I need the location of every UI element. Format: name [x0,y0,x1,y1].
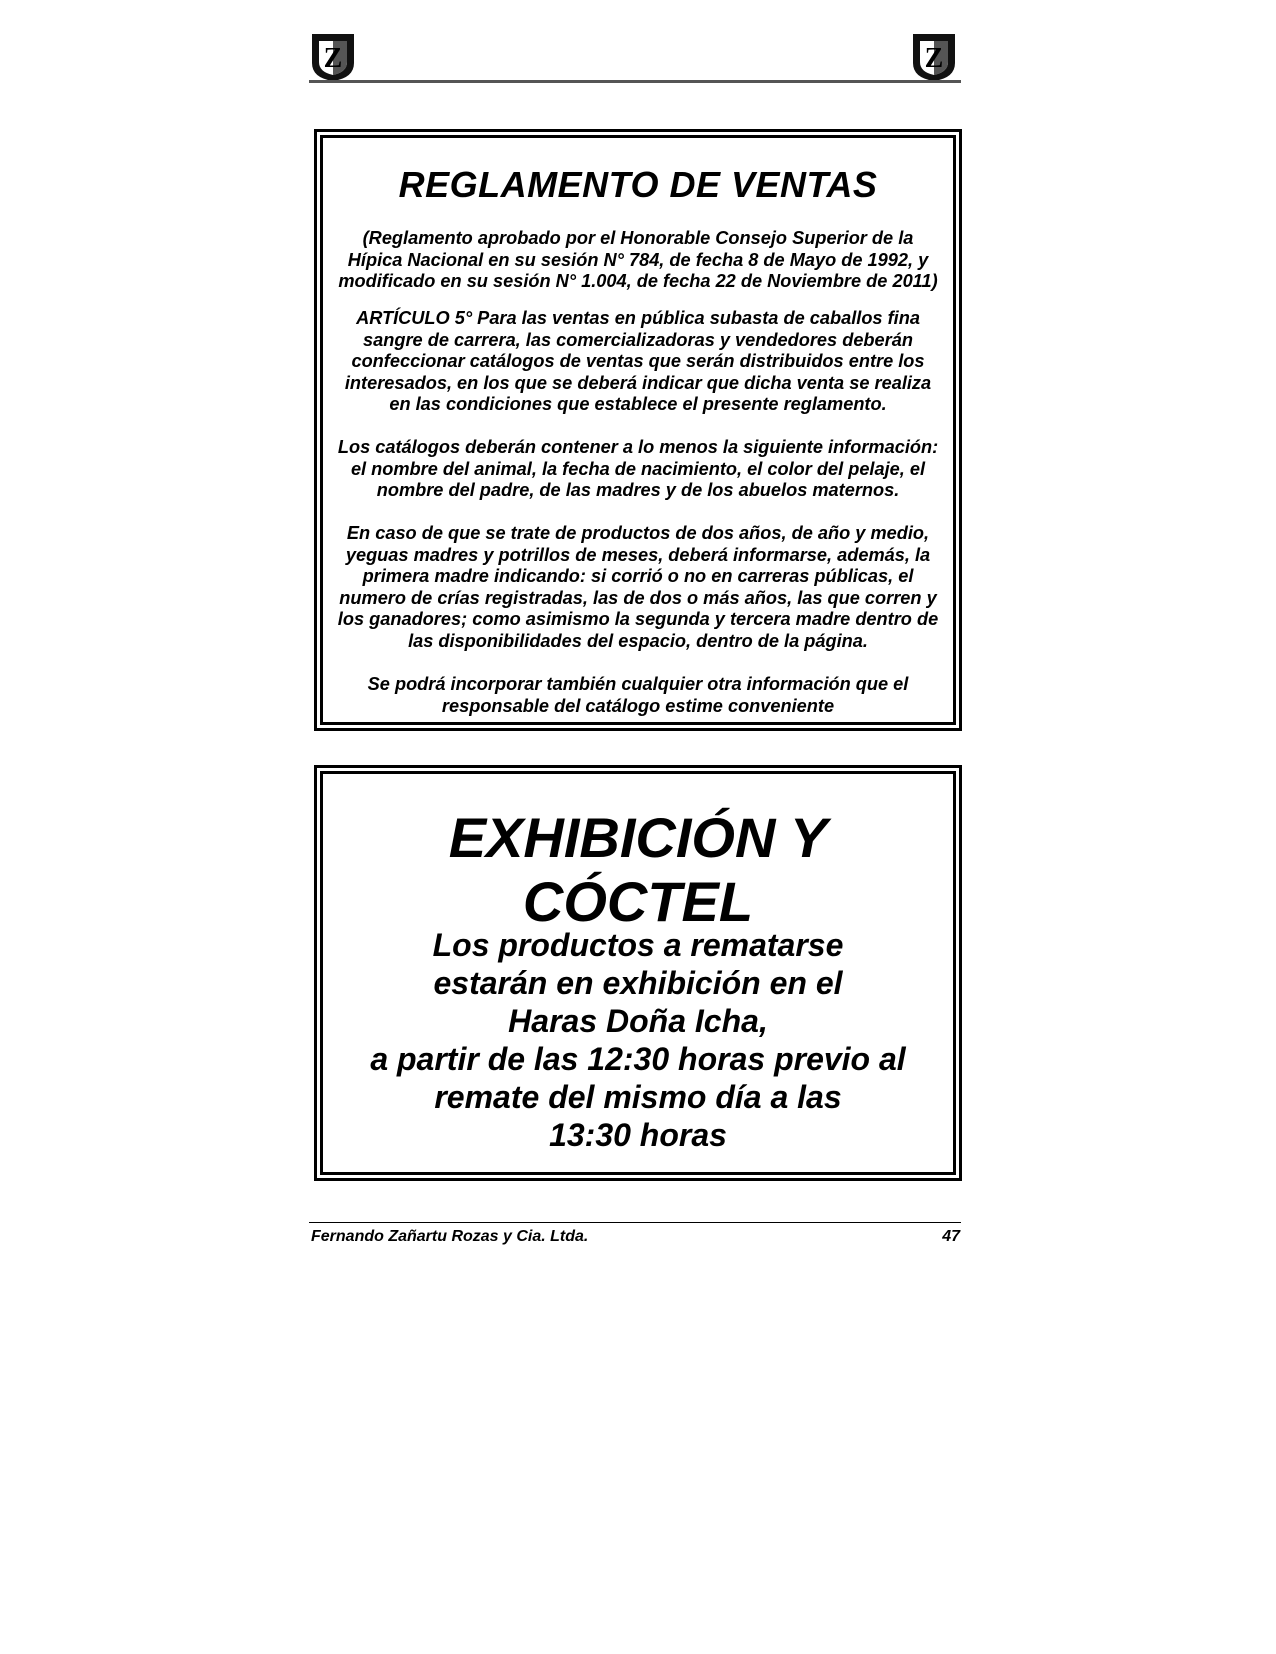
reglamento-products: En caso de que se trate de productos de dos años, de año y medio, yeguas madres y potrillos de meses, deberá informarse, además, la primera madre indicando: si corrió o no en carreras públicas, el numero de crías registradas, las de dos o más años, las que corren y los ganadores; como asimismo la segunda y tercera madre dentro de las disponibilidades del espacio, dentro de la página. [337,523,939,651]
company-logo-right [912,33,956,81]
exhibicion-line: a partir de las 12:30 horas previo al [370,1041,906,1077]
reglamento-intro: (Reglamento aprobado por el Honorable Consejo Superior de la Hípica Nacional en su sesión N° 784, de fecha 8 de Mayo de 1992, y modificado en su sesión N° 1.004, de fecha 22 de Noviembre de 2011) [338,228,938,291]
footer-rule [309,1222,961,1223]
footer-company: Fernando Zañartu Rozas y Cia. Ltda. [311,1228,589,1245]
reglamento-article: ARTÍCULO 5° Para las ventas en pública subasta de caballos fina sangre de carrera, las comercializadoras y vendedores deberán confeccionar catálogos de ventas que serán distribuidos entre los interesados, en los que se deberá indicar que dicha venta se realiza en las condiciones que establece el presente reglamento. [344,308,932,414]
svg-text:Z: Z [323,43,343,74]
reglamento-catalog-info: Los catálogos deberán contener a lo menos la siguiente información: el nombre del animal, la fecha de nacimiento, el color del pelaje, el nombre del padre, de las madres y de los abuelos maternos. [337,437,939,500]
company-logo-left [311,33,355,81]
exhibicion-title-line2: CÓCTEL [522,870,754,933]
exhibicion-text [327,926,949,1154]
reglamento-box [314,129,962,731]
header-rule [309,80,961,83]
svg-text:Z: Z [924,43,944,74]
reglamento-other: Se podrá incorporar también cualquier otra información que el responsable del catálogo estime conveniente [367,674,909,716]
reglamento-title: REGLAMENTO DE VENTAS [398,164,878,205]
page-number: 47 [942,1228,960,1245]
exhibicion-line: Los productos a rematarse [432,927,844,963]
exhibicion-line: Haras Doña Icha, [508,1003,768,1039]
exhibicion-line: estarán en exhibición en el [433,965,843,1001]
exhibicion-line: remate del mismo día a las [434,1079,842,1115]
exhibicion-title [327,806,949,934]
exhibicion-title-line1: EXHIBICIÓN Y [448,806,828,869]
exhibicion-line: 13:30 horas [549,1117,727,1153]
exhibicion-box [314,765,962,1181]
